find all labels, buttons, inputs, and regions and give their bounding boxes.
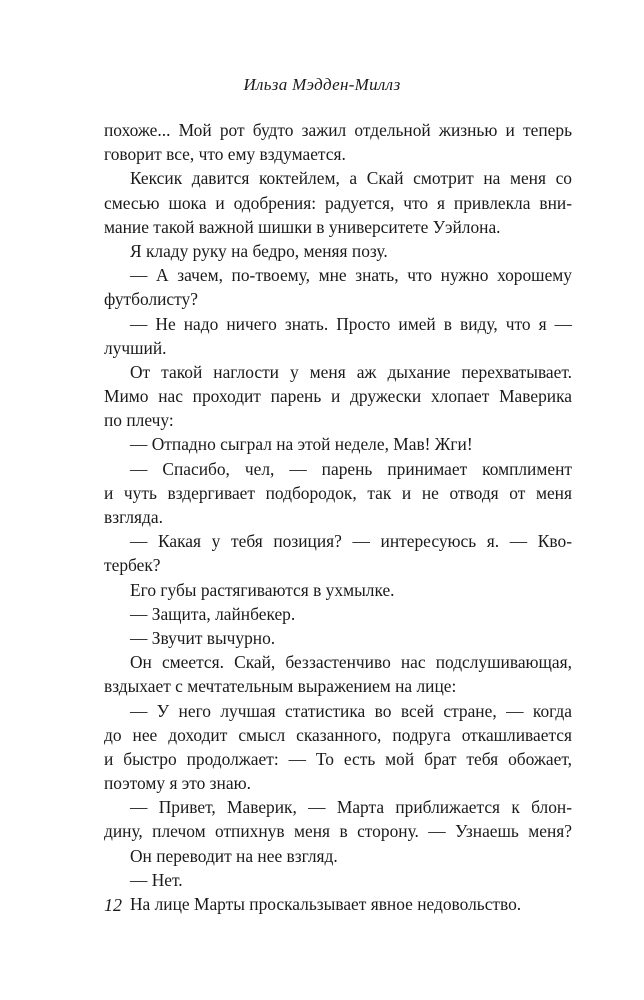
text-line: — Отпадно сыграл на этой неделе, Мав! Жги!	[130, 434, 473, 455]
text-line: вздыхает с мечтательным выражением на лице:	[104, 676, 457, 697]
text-line: — Звучит вычурно.	[130, 627, 276, 648]
text-line: — Защита, лайнбекер.	[130, 603, 296, 624]
text-line: и чуть вздергивает подбородок, так и не отводя от меня	[104, 482, 572, 503]
text-line: говорит все, что ему вздумается.	[104, 144, 346, 165]
text-line: лучший.	[104, 337, 167, 358]
text-line: Он переводит на нее взгляд.	[130, 845, 338, 866]
text-line: — Не надо ничего знать. Просто имей в виду, что я —	[130, 313, 572, 334]
text-line: Я кладу руку на бедро, меняя позу.	[130, 240, 388, 261]
text-line: по плечу:	[104, 410, 174, 431]
text-line: На лице Марты проскальзывает явное недовольство.	[130, 894, 522, 914]
text-line: тербек?	[104, 555, 161, 576]
text-line: Кексик давится коктейлем, а Скай смотрит на меня со	[130, 168, 572, 189]
text-line: до нее доходит смысл сказанного, подруга откашливается	[104, 724, 572, 745]
text-line: Его губы растягиваются в ухмылке.	[130, 579, 395, 600]
text-line: Мимо нас проходит парень и дружески хлопает Маверика	[104, 386, 572, 407]
text-line: — Какая у тебя позиция? — интересуюсь я. — Кво-	[130, 531, 572, 552]
text-line: и быстро продолжает: — То есть мой брат тебя обожает,	[104, 748, 572, 769]
running-head: Ильза Мэдден-Миллз	[243, 75, 401, 94]
body-text	[104, 118, 572, 916]
text-line: похоже... Мой рот будто зажил отдельной жизнью и теперь	[104, 120, 572, 140]
text-line: — Спасибо, чел, — парень принимает комплимент	[130, 458, 572, 479]
text-line: взгляда.	[104, 507, 163, 527]
text-line: — Привет, Маверик, — Марта приближается к блон-	[130, 797, 572, 818]
text-line: дину, плечом отпихнув меня в сторону. — Узнаешь меня?	[104, 821, 572, 842]
text-line: — А зачем, по-твоему, мне знать, что нужно хорошему	[130, 265, 572, 286]
text-line: — У него лучшая статистика во всей стране, — когда	[130, 700, 572, 721]
text-line: От такой наглости у меня аж дыхание перехватывает.	[130, 361, 572, 382]
text-line: мание такой важной шишки в университете Уэйлона.	[104, 216, 501, 237]
text-line: футболисту?	[104, 289, 198, 310]
text-line: поэтому я это знаю.	[104, 773, 251, 794]
text-line: — Нет.	[130, 869, 183, 890]
page-number: 12	[104, 895, 122, 915]
text-line: Он смеется. Скай, беззастенчиво нас подслушивающая,	[130, 652, 572, 673]
text-line: смесью шока и одобрения: радуется, что я привлекла вни-	[104, 192, 572, 213]
